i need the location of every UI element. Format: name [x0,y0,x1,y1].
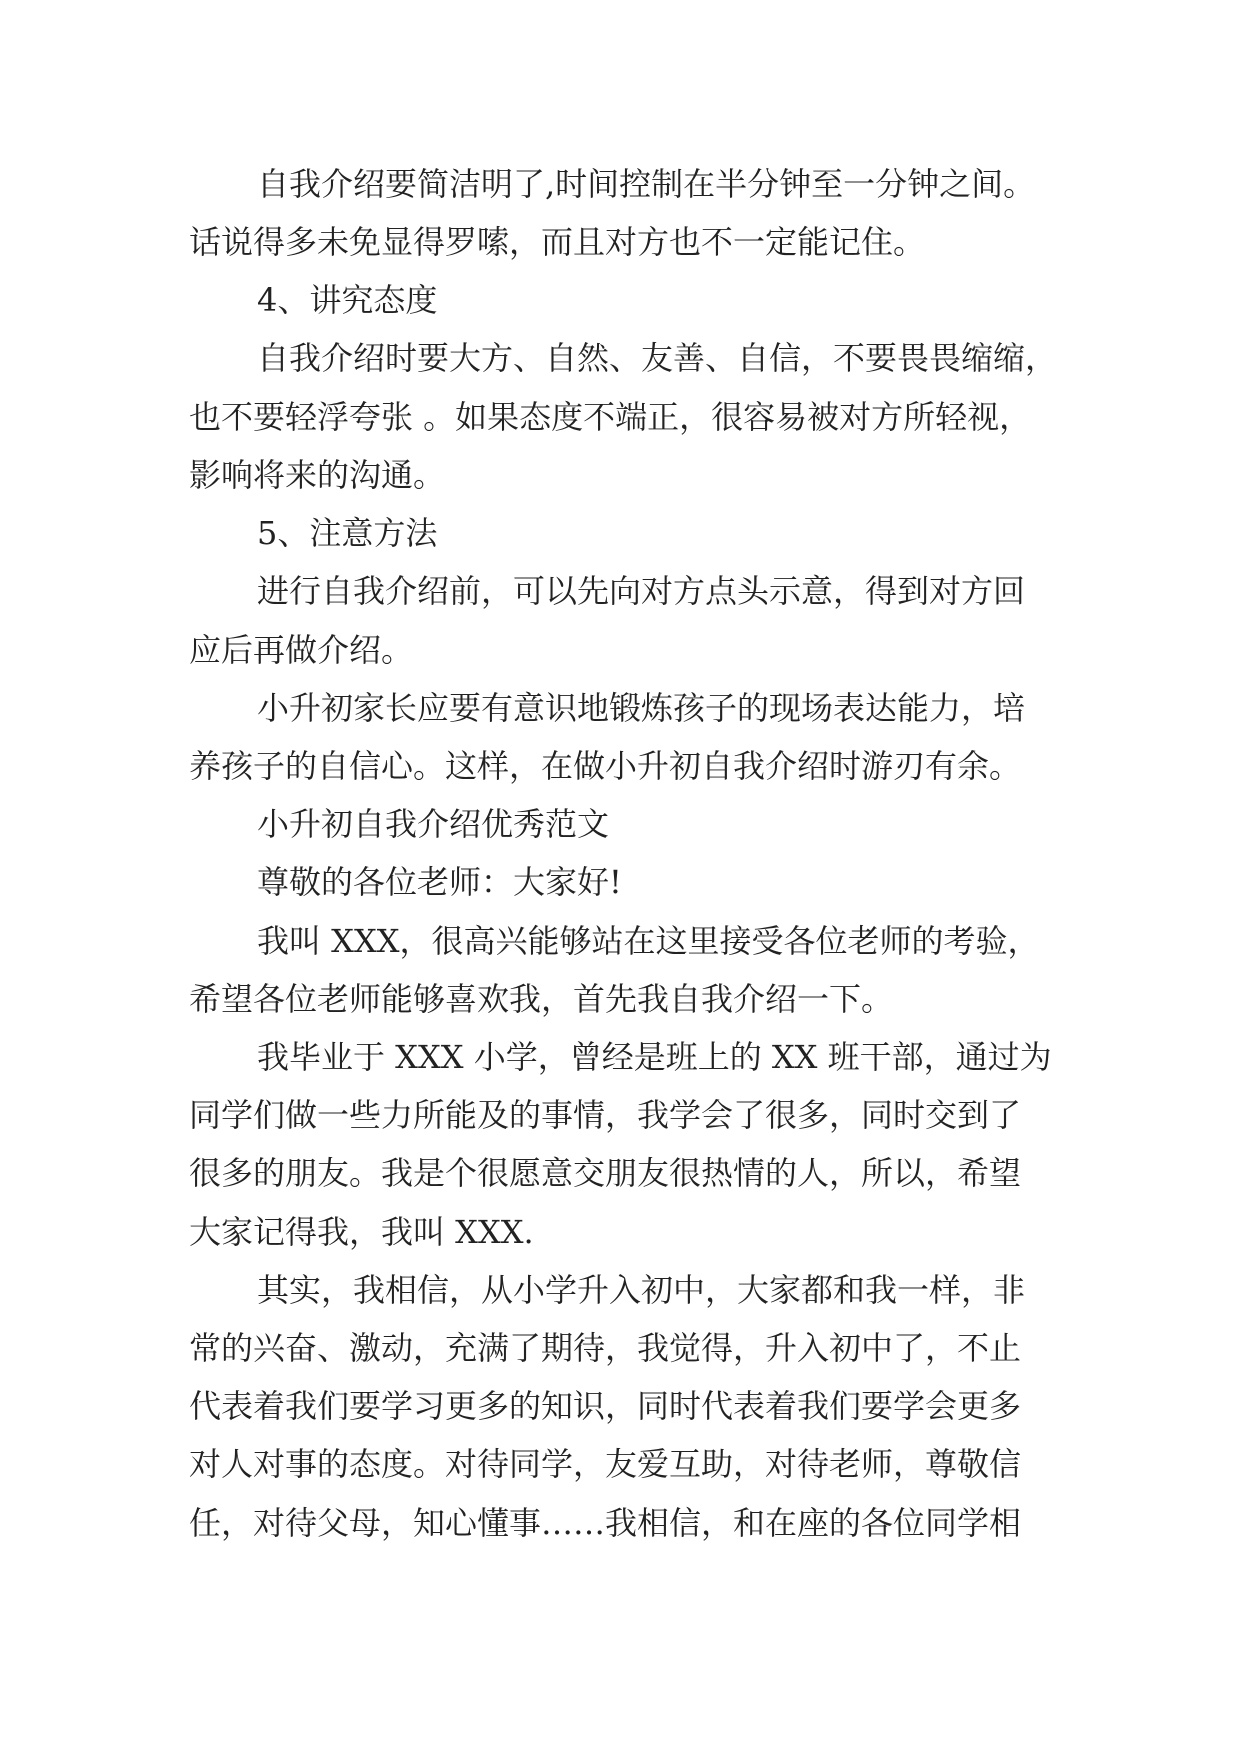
text-line: 对人对事的态度。对待同学，友爱互助，对待老师，尊敬信 [189,1445,1022,1483]
text-line: 希望各位老师能够喜欢我，首先我自我介绍一下。 [189,980,894,1018]
greeting-line: 尊敬的各位老师：大家好! [257,863,622,901]
text-line: 我叫 XXX，很高兴能够站在这里接受各位老师的考验， [257,922,1040,960]
text-line: 我毕业于 XXX 小学，曾经是班上的 XX 班干部，通过为 [257,1038,1052,1076]
text-line: 任，对待父母，知心懂事……我相信，和在座的各位同学相 [189,1504,1022,1542]
text-line: 常的兴奋、激动，充满了期待，我觉得，升入初中了，不止 [189,1329,1022,1367]
text-line: 其实，我相信，从小学升入初中，大家都和我一样，非 [257,1271,1026,1309]
section-heading: 5、注意方法 [257,514,438,552]
text-line: 也不要轻浮夸张 。如果态度不端正，很容易被对方所轻视， [189,398,1032,436]
text-line: 应后再做介绍。 [189,631,414,669]
text-line: 小升初家长应要有意识地锻炼孩子的现场表达能力，培 [257,689,1026,727]
text-line: 很多的朋友。我是个很愿意交朋友很热情的人，所以，希望 [189,1154,1022,1192]
text-line: 自我介绍时要大方、自然、友善、自信，不要畏畏缩缩， [257,339,1058,377]
text-line: 养孩子的自信心。这样，在做小升初自我介绍时游刃有余。 [189,747,1022,785]
text-line: 自我介绍要简洁明了,时间控制在半分钟至一分钟之间。 [257,165,1036,203]
text-line: 话说得多未免显得罗嗦，而且对方也不一定能记住。 [189,223,926,261]
section-heading: 小升初自我介绍优秀范文 [257,805,610,843]
text-line: 大家记得我，我叫 XXX. [189,1213,534,1251]
text-line: 代表着我们要学习更多的知识，同时代表着我们要学会更多 [189,1387,1022,1425]
text-line: 进行自我介绍前，可以先向对方点头示意，得到对方回 [257,572,1026,610]
text-line: 同学们做一些力所能及的事情，我学会了很多，同时交到了 [189,1096,1022,1134]
section-heading: 4、讲究态度 [257,281,438,319]
text-line: 影响将来的沟通。 [189,456,446,494]
